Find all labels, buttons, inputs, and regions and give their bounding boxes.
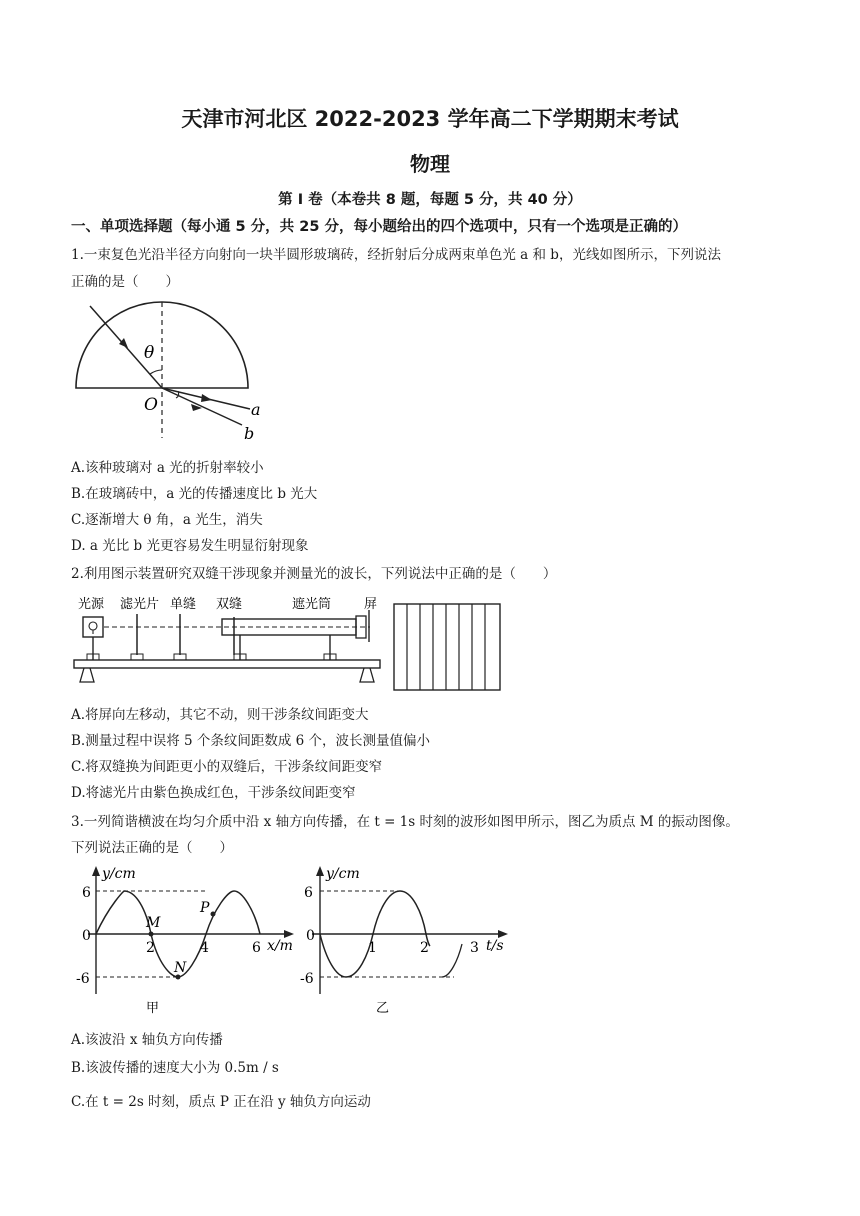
exam-title: 天津市河北区 2022-2023 学年高二下学期期末考试	[181, 107, 679, 131]
q2-option-d: D.将滤光片由紫色换成红色，干涉条纹间距变窄	[71, 785, 356, 801]
q1-stem-line2: 正确的是（ ）	[71, 274, 179, 290]
y-axis-label: y/cm	[326, 866, 360, 882]
caption-yi: 乙	[376, 1001, 390, 1016]
xtick-4: 4	[200, 940, 209, 956]
label-m: M	[146, 915, 161, 931]
fringe-pattern	[394, 604, 500, 690]
section-heading: 一、单项选择题（每小通 5 分，共 25 分，每小题给出的四个选项中，只有一个选项是正确的）	[71, 219, 687, 235]
ray-a-label: a	[251, 400, 261, 419]
ytick-0: 0	[82, 928, 91, 944]
q1-stem-line1: 1.一束复色光沿半径方向射向一块半圆形玻璃砖，经折射后分成两束单色光 a 和 b，光线如图所示，下列说法	[71, 247, 721, 263]
q2-stem: 2.利用图示装置研究双缝干涉现象并测量光的波长，下列说法中正确的是（ ）	[71, 566, 557, 582]
q2-option-c: C.将双缝换为间距更小的双缝后，干涉条纹间距变窄	[71, 759, 383, 775]
label-p: P	[200, 900, 210, 916]
q3-option-a: A.该波沿 x 轴负方向传播	[71, 1032, 223, 1048]
q3-waveform-figure-jia	[76, 864, 306, 1024]
xtick-2: 2	[146, 940, 155, 956]
ttick-2: 2	[420, 940, 429, 956]
point-p	[211, 912, 216, 917]
y-axis-label: y/cm	[102, 866, 136, 882]
ytick-neg6: -6	[76, 971, 90, 987]
bulb-icon	[89, 622, 97, 630]
q1-semicircle-figure	[62, 298, 262, 448]
label-single-slit: 单缝	[170, 597, 197, 612]
label-screen: 屏	[364, 597, 378, 612]
ttick-1: 1	[368, 940, 377, 956]
q3-stem-line2: 下列说法正确的是（ ）	[71, 840, 233, 856]
q1-option-a: A.该种玻璃对 a 光的折射率较小	[71, 460, 264, 476]
ytick-neg6: -6	[300, 971, 314, 987]
bench-leg-right	[360, 668, 374, 682]
t-axis-label: t/s	[486, 938, 504, 954]
q2-option-a: A.将屏向左移动，其它不动，则干涉条纹间距变大	[71, 707, 369, 723]
label-double-slit: 双缝	[216, 597, 243, 612]
theta-arc	[150, 370, 162, 374]
q1-option-b: B.在玻璃砖中，a 光的传播速度比 b 光大	[71, 486, 318, 502]
label-filter: 滤光片	[120, 597, 160, 612]
q3-vibration-figure-yi	[296, 864, 516, 1024]
origin-label: O	[144, 395, 158, 415]
label-light-source: 光源	[78, 597, 105, 612]
optical-bench	[74, 660, 380, 668]
ytick-0: 0	[306, 928, 315, 944]
ytick-6: 6	[82, 885, 91, 901]
bench-leg-left	[80, 668, 94, 682]
caption-jia: 甲	[146, 1001, 160, 1016]
q3-stem-line1: 3.一列简谐横波在均匀介质中沿 x 轴方向传播，在 t = 1s 时刻的波形如图甲所示，图乙为质点 M 的振动图像。	[71, 814, 739, 830]
q3-option-b: B.该波传播的速度大小为 0.5m / s	[71, 1060, 279, 1076]
label-tube: 遮光筒	[292, 597, 332, 612]
point-m	[149, 932, 154, 937]
ray-b-label: b	[244, 424, 255, 443]
q1-option-d: D. a 光比 b 光更容易发生明显衍射现象	[71, 538, 309, 554]
q2-option-b: B.测量过程中误将 5 个条纹间距数成 6 个，波长测量值偏小	[71, 733, 431, 749]
vibration-curve-tail	[442, 944, 462, 977]
part-heading: 第 I 卷（本卷共 8 题，每题 5 分，共 40 分）	[278, 192, 582, 208]
ray-b	[162, 388, 242, 425]
ttick-3: 3	[470, 940, 479, 956]
ray-a-arrow	[201, 394, 212, 402]
ytick-6: 6	[304, 885, 313, 901]
fringe-lines	[407, 604, 485, 690]
q1-option-c: C.逐渐增大 θ 角，a 光生，消失	[71, 512, 263, 528]
x-axis-label: x/m	[267, 938, 293, 954]
q2-apparatus-figure	[70, 590, 510, 700]
q3-option-c: C.在 t = 2s 时刻，质点 P 正在沿 y 轴负方向运动	[71, 1094, 371, 1110]
label-n: N	[174, 960, 187, 976]
subject-title: 物理	[410, 152, 450, 176]
xtick-6: 6	[252, 940, 261, 956]
theta-label: θ	[144, 343, 155, 363]
